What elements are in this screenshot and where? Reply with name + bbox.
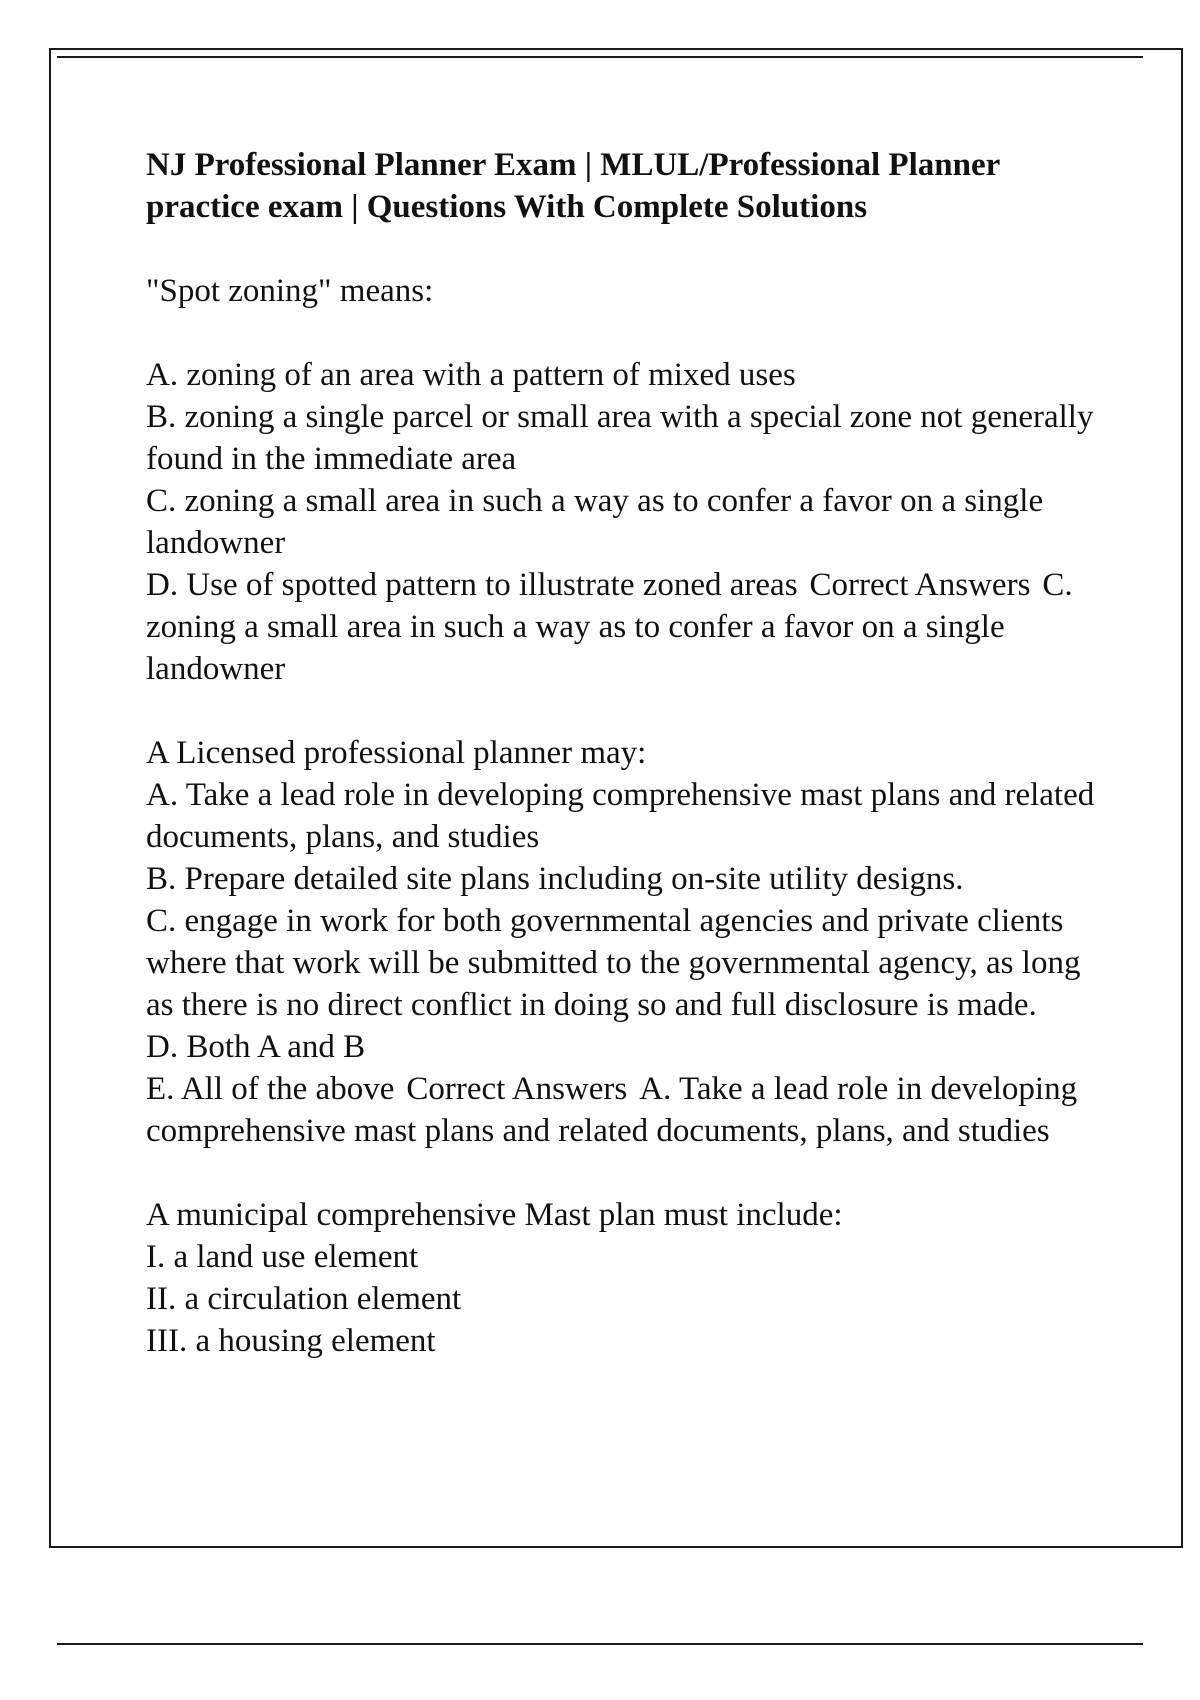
question-2 [146, 732, 1106, 1152]
bottom-rule [57, 1643, 1143, 1645]
option-e-with-answer [146, 1068, 1106, 1152]
question-3 [146, 1194, 1106, 1362]
answer-label: Correct Answers [406, 1071, 628, 1107]
option-c: C. engage in work for both governmental agencies and private clients where that work will be submitted to the governmental agency, as long as there is no direct conflict in doing so and full disclosure is made. [146, 903, 1081, 1023]
question-1 [146, 270, 1106, 690]
option-a: A. Take a lead role in developing comprehensive mast plans and related documents, plans, and studies [146, 777, 1095, 855]
option-a: A. zoning of an area with a pattern of mixed uses [146, 357, 796, 393]
option-b: B. Prepare detailed site plans including on-site utility designs. [146, 861, 964, 897]
option-b: B. zoning a single parcel or small area with a special zone not generally found in the immediate area [146, 399, 1094, 477]
item-i: I. a land use element [146, 1239, 419, 1275]
document-title: NJ Professional Planner Exam | MLUL/Professional Planner practice exam | Questions With Complete Solutions [146, 147, 1000, 225]
correct-answer: C. zoning a small area in such a way as to confer a favor on a single landowner [146, 567, 1073, 687]
question-prompt: A municipal comprehensive Mast plan must include: [146, 1197, 843, 1233]
question-prompt: A Licensed professional planner may: [146, 735, 647, 771]
answer-label: Correct Answers [809, 567, 1031, 603]
option-e: E. All of the above [146, 1071, 395, 1107]
option-c: C. zoning a small area in such a way as to confer a favor on a single landowner [146, 483, 1044, 561]
option-d: D. Use of spotted pattern to illustrate zoned areas [146, 567, 798, 603]
question-prompt: "Spot zoning" means: [146, 273, 434, 309]
option-d: D. Both A and B [146, 1029, 366, 1065]
top-rule [57, 56, 1143, 58]
option-d-with-answer [146, 564, 1106, 690]
item-ii: II. a circulation element [146, 1281, 462, 1317]
correct-answer: A. Take a lead role in developing comprehensive mast plans and related documents, plans, and studies [146, 1071, 1078, 1149]
item-iii: III. a housing element [146, 1323, 436, 1359]
document-body [146, 144, 1106, 1404]
